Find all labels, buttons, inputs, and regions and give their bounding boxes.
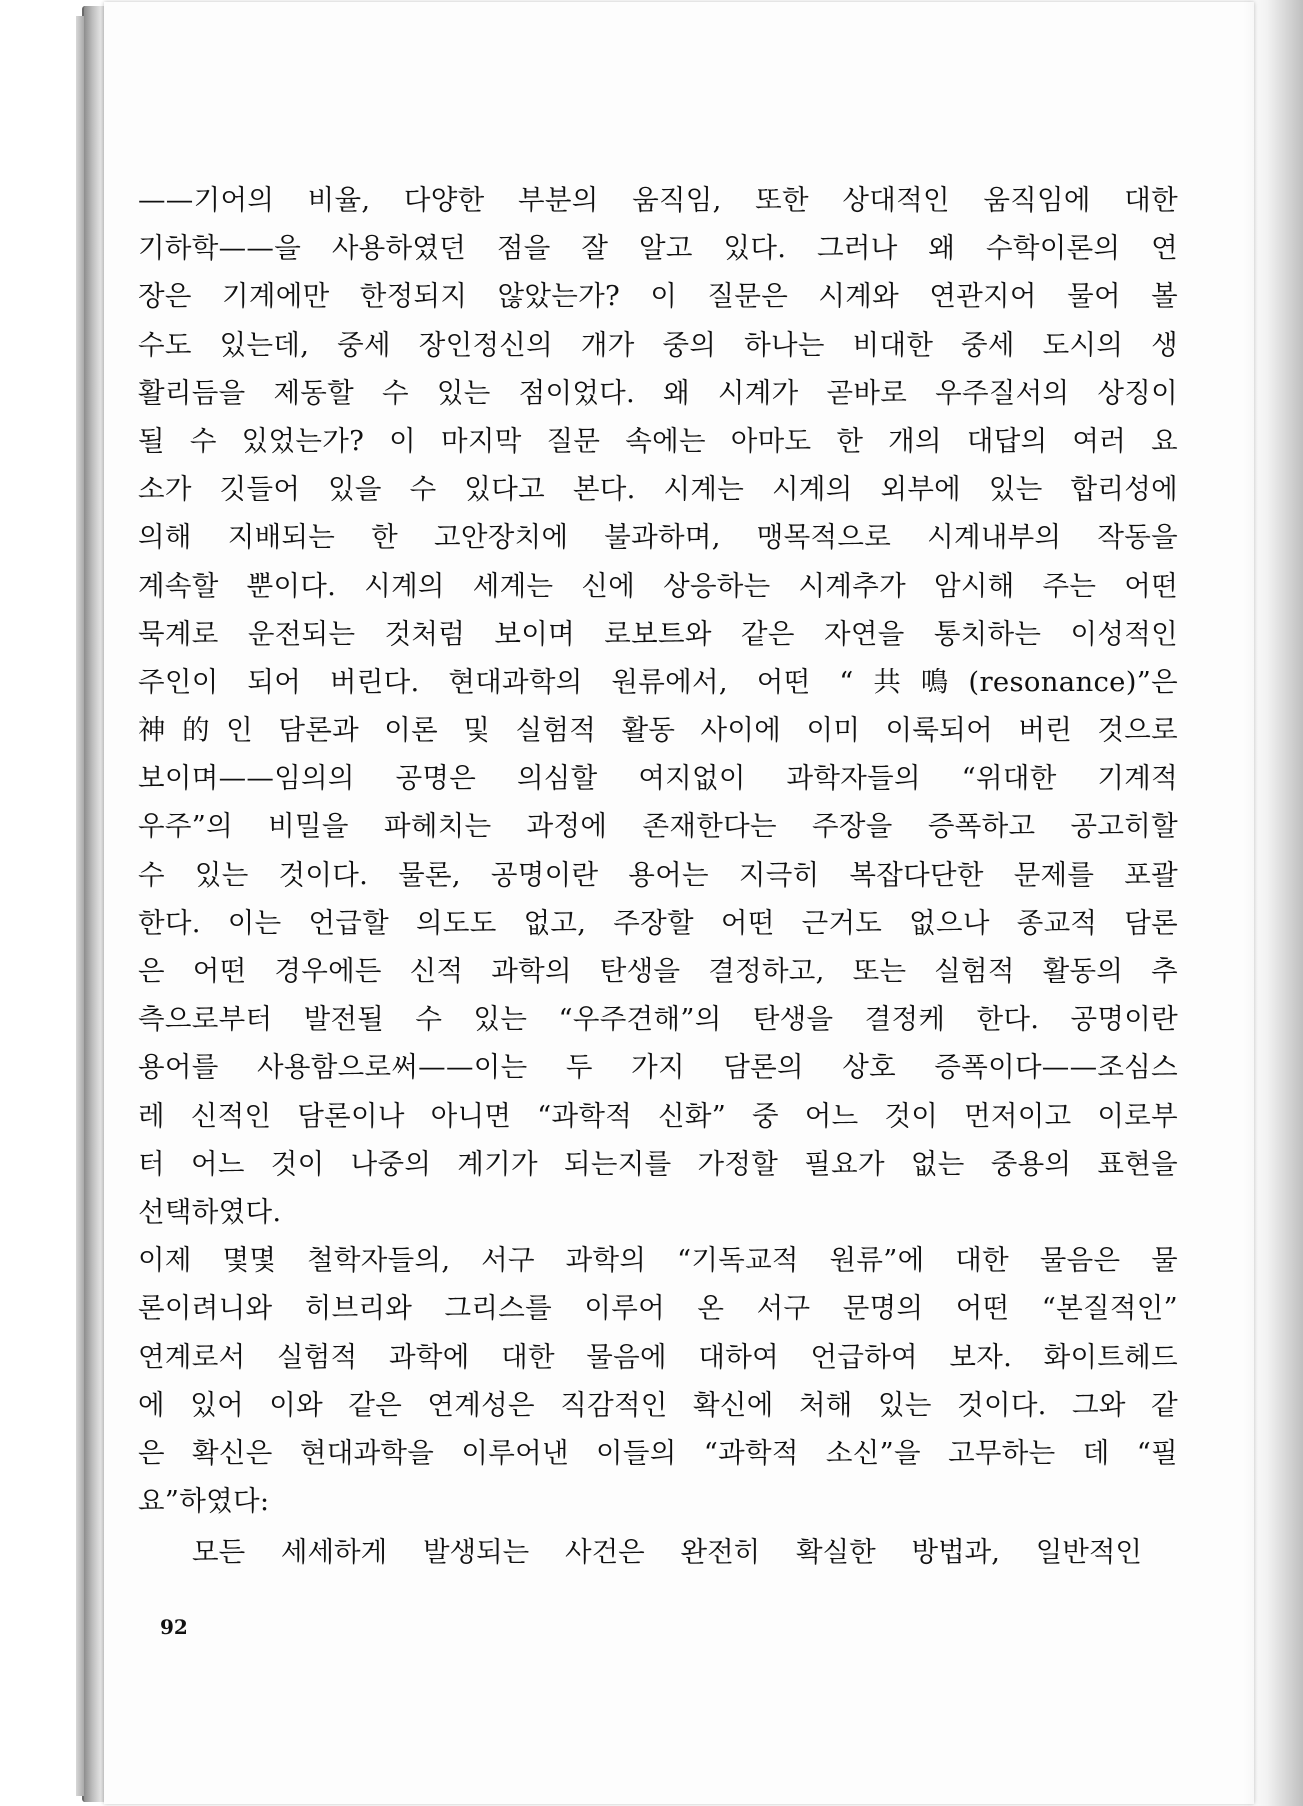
- text-line: 장은 기계에만 한정되지 않았는가? 이 질문은 시계와 연관지어 물어 볼: [138, 280, 1178, 313]
- text-line: 주인이 되어 버린다. 현대과학의 원류에서, 어떤 “共鳴(resonance)”은: [138, 665, 1178, 698]
- text-line: 은 어떤 경우에든 신적 과학의 탄생을 결정하고, 또는 실험적 활동의 추: [138, 955, 1178, 987]
- page-number: 92: [160, 1615, 188, 1639]
- text-line: 수 있는 것이다. 물론, 공명이란 용어는 지극히 복잡다단한 문제를 포괄: [138, 858, 1178, 891]
- text-line: 우주”의 비밀을 파헤치는 과정에 존재한다는 주장을 증폭하고 공고히할: [138, 810, 1178, 843]
- text-line: 계속할 뿐이다. 시계의 세계는 신에 상응하는 시계추가 암시해 주는 어떤: [138, 569, 1178, 602]
- text-line: 연계로서 실험적 과학에 대한 물음에 대하여 언급하여 보자. 화이트헤드: [138, 1340, 1178, 1373]
- text-line: 론이려니와 히브리와 그리스를 이루어 온 서구 문명의 어떤 “본질적인”: [138, 1292, 1178, 1325]
- text-line: 측으로부터 발전될 수 있는 “우주견해”의 탄생을 결정케 한다. 공명이란: [138, 1003, 1178, 1036]
- text-line: 선택하였다.: [138, 1195, 282, 1228]
- text-line: 요”하였다:: [138, 1485, 270, 1518]
- text-line: 보이며——임의의 공명은 의심할 여지없이 과학자들의 “위대한 기계적: [138, 762, 1178, 795]
- body-text: [138, 176, 1178, 1525]
- block-quote-line: 모든 세세하게 발생되는 사건은 완전히 확실한 방법과, 일반적인: [192, 1536, 1142, 1568]
- text-line: 레 신적인 담론이나 아니면 “과학적 신화” 중 어느 것이 먼저이고 이로부: [138, 1099, 1178, 1132]
- text-line: 에 있어 이와 같은 연계성은 직감적인 확신에 처해 있는 것이다. 그와 같: [138, 1388, 1178, 1421]
- page-shadow: [1243, 0, 1303, 1806]
- text-line: 될 수 있었는가? 이 마지막 질문 속에는 아마도 한 개의 대답의 여러 요: [138, 424, 1178, 457]
- text-line: 한다. 이는 언급할 의도도 없고, 주장할 어떤 근거도 없으나 종교적 담론: [138, 906, 1178, 939]
- text-line: 이제 몇몇 철학자들의, 서구 과학의 “기독교적 원류”에 대한 물음은 물: [138, 1244, 1178, 1277]
- text-line: 수도 있는데, 중세 장인정신의 개가 중의 하나는 비대한 중세 도시의 생: [138, 328, 1178, 361]
- text-line: 은 확신은 현대과학을 이루어낸 이들의 “과학적 소신”을 고무하는 데 “필: [138, 1436, 1178, 1469]
- text-line: 기하학——을 사용하였던 점을 잘 알고 있다. 그러나 왜 수학이론의 연: [138, 232, 1178, 265]
- text-line: 의해 지배되는 한 고안장치에 불과하며, 맹목적으로 시계내부의 작동을: [138, 521, 1178, 554]
- text-line: ——기어의 비율, 다양한 부분의 움직임, 또한 상대적인 움직임에 대한: [138, 184, 1178, 216]
- text-line: 활리듬을 제동할 수 있는 점이었다. 왜 시계가 곧바로 우주질서의 상징이: [138, 376, 1178, 409]
- text-line: 소가 깃들어 있을 수 있다고 본다. 시계는 시계의 외부에 있는 합리성에: [138, 473, 1178, 506]
- text-line: 용어를 사용함으로써——이는 두 가지 담론의 상호 증폭이다——조심스: [138, 1051, 1178, 1084]
- text-line: 神的인 담론과 이론 및 실험적 활동 사이에 이미 이룩되어 버린 것으로: [138, 714, 1178, 747]
- text-line: 터 어느 것이 나중의 계기가 되는지를 가정할 필요가 없는 중용의 표현을: [138, 1147, 1178, 1180]
- text-line: 묵계로 운전되는 것처럼 보이며 로보트와 같은 자연을 통치하는 이성적인: [138, 617, 1178, 650]
